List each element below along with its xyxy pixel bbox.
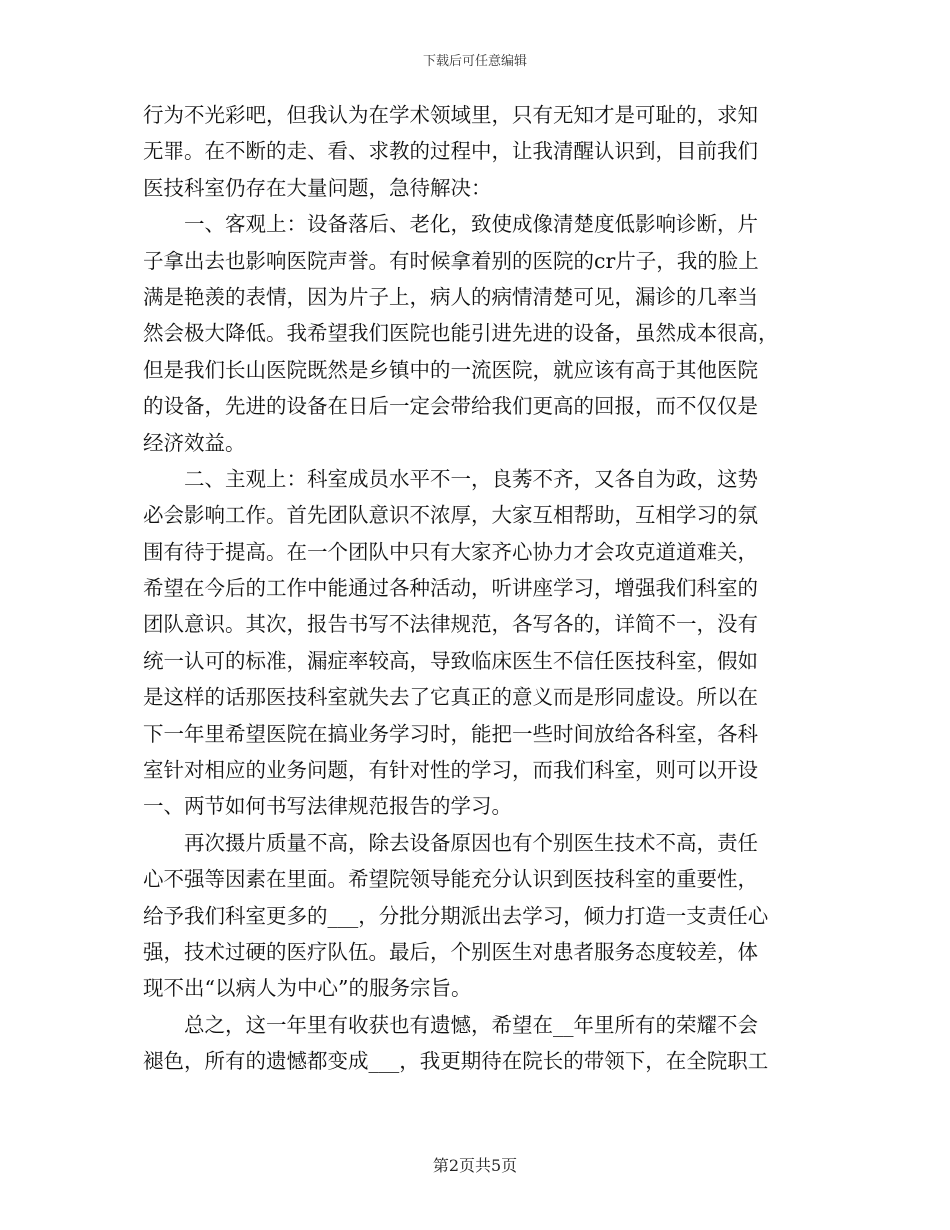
text-line: 团队意识。其次，报告书写不法律规范，各写各的，详简不一，没有 <box>143 612 758 637</box>
page-number: 第2页共5页 <box>432 1156 518 1175</box>
text-line: 总之，这一年里有收获也有遗憾，希望在__年里所有的荣耀不会 <box>143 1012 758 1037</box>
text-line: 经济效益。 <box>143 430 246 455</box>
text-line: 行为不光彩吧，但我认为在学术领域里，只有无知才是可耻的，求知 <box>143 103 758 127</box>
text-line: 一、两节如何书写法律规范报告的学习。 <box>143 794 512 819</box>
text-line: 室针对相应的业务问题，有针对性的学习，而我们科室，则可以开设 <box>143 758 758 783</box>
text-line: 褪色，所有的遗憾都变成___，我更期待在院长的带领下，在全院职工 <box>143 1049 769 1074</box>
text-line: 强，技术过硬的医疗队伍。最后，个别医生对患者服务态度较差，体 <box>143 939 758 964</box>
text-line: 必会影响工作。首先团队意识不浓厚，大家互相帮助，互相学习的氛 <box>143 503 758 528</box>
text-line: 医技科室仍存在大量问题，急待解决： <box>143 175 492 200</box>
text-line: 统一认可的标准，漏症率较高，导致临床医生不信任医技科室，假如 <box>143 648 758 673</box>
text-line: 现不出“以病人为中心”的服务宗旨。 <box>143 976 472 1001</box>
text-line: 围有待于提高。在一个团队中只有大家齐心协力才会攻克道道难关， <box>143 539 758 564</box>
text-line: 给予我们科室更多的___，分批分期派出去学习，倾力打造一支责任心 <box>143 903 769 928</box>
text-line: 二、主观上：科室成员水平不一，良莠不齐，又各自为政，这势 <box>143 466 758 491</box>
text-line: 但是我们长山医院既然是乡镇中的一流医院，就应该有高于其他医院 <box>143 357 758 382</box>
text-line: 是这样的话那医技科室就失去了它真正的意义而是形同虚设。所以在 <box>143 685 758 710</box>
text-line: 满是艳羡的表情，因为片子上，病人的病情清楚可见，漏诊的几率当 <box>143 284 758 309</box>
text-line: 的设备，先进的设备在日后一定会带给我们更高的回报，而不仅仅是 <box>143 394 758 419</box>
text-line: 心不强等因素在里面。希望院领导能充分认识到医技科室的重要性， <box>143 867 758 892</box>
page-header-note: 下载后可任意编辑 <box>422 54 527 69</box>
document-body <box>143 97 813 1080</box>
text-line: 然会极大降低。我希望我们医院也能引进先进的设备，虽然成本很高， <box>143 321 779 346</box>
text-line: 一、客观上：设备落后、老化，致使成像清楚度低影响诊断，片 <box>143 212 758 237</box>
text-line: 再次摄片质量不高，除去设备原因也有个别医生技术不高，责任 <box>143 830 758 855</box>
text-line: 希望在今后的工作中能通过各种活动，听讲座学习，增强我们科室的 <box>143 576 758 601</box>
text-line: 下一年里希望医院在搞业务学习时，能把一些时间放给各科室，各科 <box>143 721 758 746</box>
text-line: 无罪。在不断的走、看、求教的过程中，让我清醒认识到，目前我们 <box>143 139 758 164</box>
text-line: 子拿出去也影响医院声誉。有时候拿着别的医院的cr片子，我的脸上 <box>143 248 759 273</box>
